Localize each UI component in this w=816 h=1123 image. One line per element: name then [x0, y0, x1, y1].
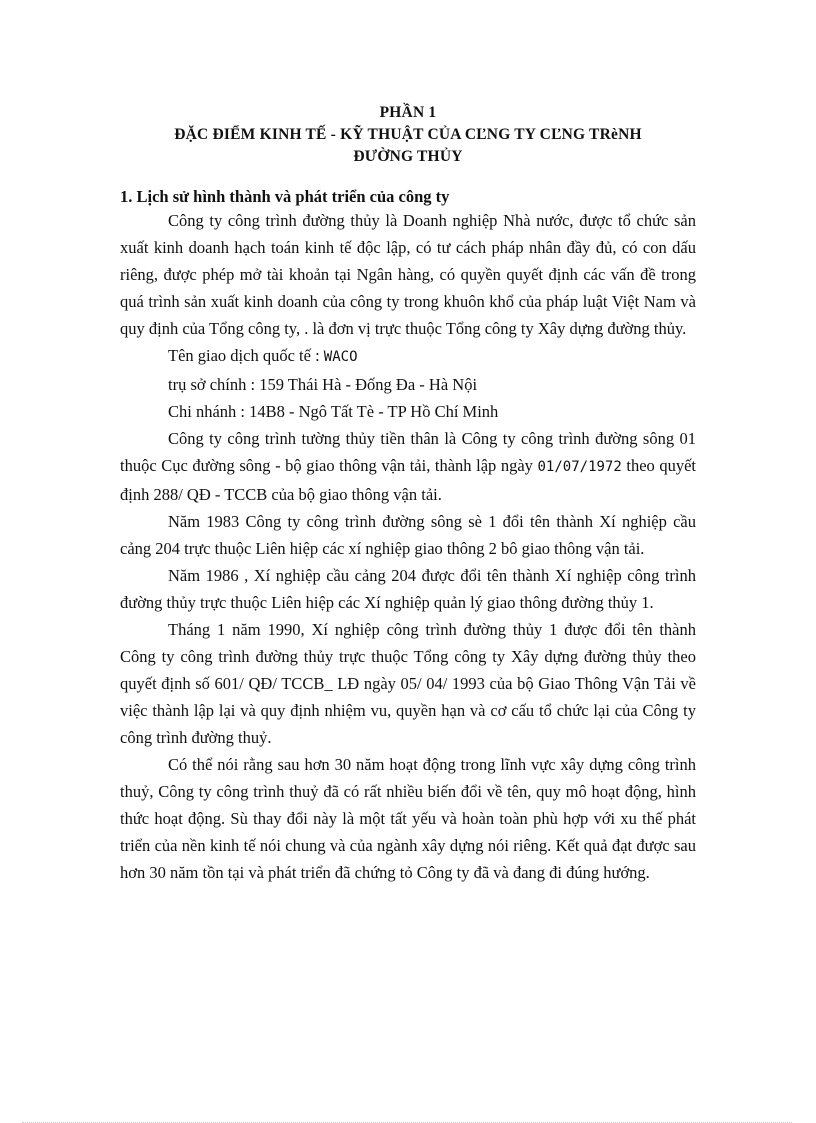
- founding-date: 01/07/1972: [537, 459, 622, 475]
- paragraph-summary: Có thể nói rằng sau hơn 30 năm hoạt động trong lĩnh vực xây dựng công trình thuỷ, Công ty công trình thuỷ đã có rất nhiều biến đổi về tên, quy mô hoạt động, hình thức hoạt động. Sù thay đổi này là một tất yếu và hoàn toàn phù hợp với xu thế phát triển của nền kinh tế nói chung và của ngành xây dựng nói riêng. Kết quả đạt được sau hơn 30 năm tồn tại và phát triển đã chứng tỏ Công ty đã và đang đi đúng hướng.: [120, 755, 696, 882]
- paragraph-1990: Tháng 1 năm 1990, Xí nghiệp công trình đường thủy 1 được đổi tên thành Công ty công trình đường thủy trực thuộc Tổng công ty Xây dựng đường thủy theo quyết định số 601/ QĐ/ TCCB_ LĐ ngày 05/ 04/ 1993 của bộ Giao Thông Vận Tải về việc thành lập lại và quy định nhiệm vu, quyền hạn và cơ cấu tổ chức lại của Công ty công trình đường thuỷ.: [120, 620, 696, 747]
- section-title: 1. Lịch sử hình thành và phát triển của công ty: [120, 187, 450, 206]
- origin-text-end: theo quyết định 288/ QĐ - TCCB của bộ giao thông vận tải.: [120, 456, 697, 504]
- paragraph-intro: Công ty công trình đường thủy là Doanh nghiệp Nhà nước, được tổ chức sản xuất kinh doanh hạch toán kinh tế độc lập, có tư cách pháp nhân đầy đủ, có con dấu riêng, được phép mở tài khoản tại Ngân hàng, có quyền quyết định các vấn đề trong quá trình sản xuất kinh doanh của công ty trong khuôn khổ của pháp luật Việt Nam và quy định của Tổng công ty, . là đơn vị trực thuộc Tổng công ty Xây dựng đường thủy.: [120, 211, 696, 338]
- trade-name-value: WACO: [323, 349, 358, 365]
- title-line-2: ĐƯỜNG THỦY: [353, 148, 463, 165]
- paragraph-history-origin: [120, 425, 696, 508]
- paragraph-1986: Năm 1986 , Xí nghiệp cầu cảng 204 được đổi tên thành Xí nghiệp công trình đường thủy trực thuộc Liên hiệp các Xí nghiệp quản lý giao thông đường thủy 1.: [120, 566, 696, 612]
- title-line-1: ĐẶC ĐIỂM KINH TẾ - KỸ THUẬT CỦA CĽNG TY CĽNG TRèNH: [174, 126, 642, 143]
- head-office-line: trụ sở chính : 159 Thái Hà - Đống Đa - Hà Nội: [168, 375, 478, 394]
- part-heading: PHẦN 1: [379, 104, 437, 121]
- paragraph-1983: Năm 1983 Công ty công trình đường sông sè 1 đổi tên thành Xí nghiệp cầu cảng 204 trực thuộc Liên hiệp các xí nghiệp giao thông 2 bô giao thông vận tải.: [120, 512, 696, 558]
- origin-text: Công ty công trình tường thủy tiền thân là Công ty công trình đường sông 01 thuộc Cục đường sông - bộ giao thông vận tải, thành lập ngày: [120, 429, 696, 475]
- body-text: [120, 207, 696, 886]
- branch-line: Chi nhánh : 14B8 - Ngô Tất Tè - TP Hồ Chí Minh: [168, 402, 499, 421]
- trade-name-label: Tên giao dịch quốc tế :: [168, 346, 320, 365]
- trade-name-line: [120, 342, 696, 371]
